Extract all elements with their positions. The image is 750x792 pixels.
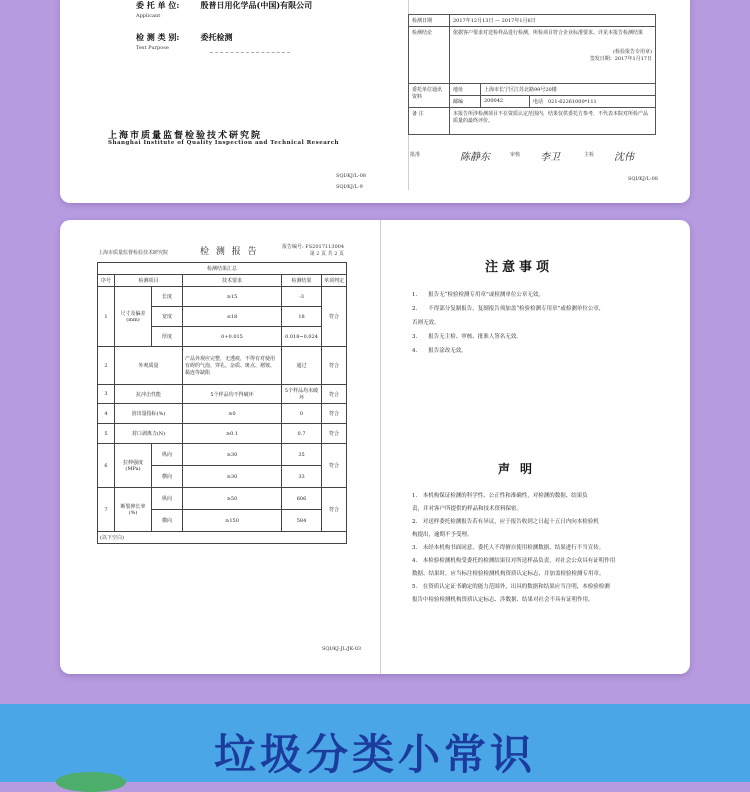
col-header-no: 序号 [98,275,115,287]
list-item: 3. 未经本机构书面同意，委托人不得擅自使用检测数据、结果进行不当宣传。 [412,545,605,551]
table-row: 厚度 [152,327,183,347]
list-item: 报告中检验检测机构资质认定标志、涉数据、结果对社会不具有证明作用。 [412,597,594,603]
test-date-label: 检测日期 [409,15,450,27]
issue-date: 签发日期：2017年1月17日 [589,56,652,62]
address-label: 地址 [450,84,481,96]
report-detail-card [60,220,690,674]
table-row: 3 [98,385,115,404]
col-header-result: 检测结果 [282,275,322,287]
client-field [136,0,312,19]
col-header-judgement: 单项判定 [322,275,347,287]
table-row: 2 [98,347,115,385]
table-row: 横向 [152,510,183,532]
list-item: 1. 本机构保证检测的科学性、公正性和准确性，对检测的数据、结果负 [412,493,588,499]
purpose-field [136,32,233,51]
declaration-list [412,490,674,607]
tel-value: 021-62261000*111 [547,99,597,105]
inspector-label: 主检 [584,152,595,158]
purpose-label: 检 测 类 别: [136,32,180,42]
page-code-1: SQI/KJ/L-08 [336,173,366,179]
right-page-code: SQI/KJ/L-08 [628,176,658,182]
remarks-value: 本报告所涉检测项目不在资质认定范围内，结果仅供委托方参考，不代表本院对所检产品质量的最终评价。 [450,108,656,135]
table-row: 横向 [152,466,183,488]
report-summary-table [408,14,656,135]
institute-name: 上海市质量监督检验技术研究院 [108,131,263,141]
table-row: 7 [98,488,115,532]
table-row: 4 [98,404,115,424]
inspector-signature: 沈伟 [614,152,634,163]
institute-name-en: Shanghai Institute of Quality Inspection and Technical Research [108,140,340,146]
remarks-label: 备 注 [409,108,450,135]
table-row: 宽度 [152,307,183,327]
test-date-value: 2017年12月13日 — 2017年1月6日 [450,15,656,27]
list-item: 2. 对送样委托检测报告若有异议，应于报告收到之日起十五日内向本检验机 [412,519,599,525]
review-label: 审核 [510,152,521,158]
notice-title: 注意事项 [485,260,554,275]
tel-cell [529,96,655,108]
approver-signature: 陈静东 [460,152,490,163]
section-title: 垃圾分类小常识 [213,730,536,779]
declaration-title: 声明 [498,462,543,476]
purpose-en-label: Test Purpose [136,45,169,51]
reviewer-signature: 李卫 [540,152,560,163]
list-item: 2. 不得部分复制报告，复制报告须加盖“检验检测专用章”或检测单位公章， [412,306,605,312]
result-table: 检测结果汇总 序号 检测项目 技术要求 检测结果 单项判定 1 尺寸及偏差(mm) 长度 ≥15 -3 符合 宽度 ≤18 18 厚度 0+0.015 0.018~0.024 2 外观质量 产品外观应完整，无透痕，不得有对使用有碍的气泡、穿孔、杂质、斑点、褶皱、黏连等缺陷 通过 符合 3 抗冲击性能 5个样品均不得破坏 5个样品均未破坏 符合 4 溶出量指标(%) ≥0 0 符合 5 封口剥离力(N) ≥0.1 0.7 符合 6 拉伸强度(MPa) 纵向 ≥30 35 符合 横向 ≥30 33 7 断裂伸长率(%) 纵向 ≥50 606 符合 横向 ≥150 584 (以下空白) [97,262,347,544]
list-item: 否则无效。 [412,320,440,326]
client-value: 殷普日用化学品(中国)有限公司 [200,0,313,10]
report-page-info: 第 2 页 共 2 页 [309,251,344,257]
zip-value: 200042 [481,96,530,108]
table-row: 5 [98,424,115,444]
tel-label: 电话 [532,99,543,105]
stamp-text: (检验报告专用章) [613,49,652,55]
conclusion-cell [450,27,656,84]
address-value: 上海市长宁区江苏北路99号20楼 [481,84,656,96]
table-row: 6 [98,444,115,488]
client-label: 委 托 单 位: [136,0,180,10]
table-foot-note: (以下空白) [98,532,347,544]
zip-label: 邮编 [450,96,481,108]
result-header: 检测结果汇总 [98,263,347,275]
report-page-code: SQI/KJ-JL/JK-03 [322,646,362,652]
conclusion-label: 检测结论 [409,27,450,84]
col-header-requirement: 技术要求 [183,275,282,287]
page-divider [380,220,381,674]
page-code-2: SQI/KJ/L-9 [336,184,363,190]
leaf-decoration-icon [56,772,126,792]
list-item: 4. 报告涂改无效。 [412,348,467,354]
report-org: 上海市质量监督检验技术研究院 [98,250,169,256]
contact-label: 委托单位通讯资料 [409,84,450,108]
list-item: 数据、结果时，应当标注检验检测机构资质认定标志，并加盖检验检测专用章。 [412,571,605,577]
list-item: 3. 报告无主检、审核、批准人签名无效。 [412,334,522,340]
purpose-value: 委托检测 [200,32,233,42]
report-number: 报告编号: FS2017113004 [282,244,344,250]
blank-line [210,52,290,54]
report-cover-card [60,0,690,203]
report-title: 检 测 报 告 [200,247,259,257]
list-item: 4. 本检验检测机构受委托的检测结果仅对所送样品负责，对社会公众具有证明作用 [412,558,616,564]
list-item: 1. 报告无“检验检测专用章”或检测单位公章无效。 [412,292,544,298]
client-en-label: Applicant [136,13,161,19]
list-item: 构提出，逾期不予受理。 [412,532,473,538]
list-item: 5. 在资质认定证书确定的能力范围外，出具的数据和结果应当注明，本检验检测 [412,584,610,590]
col-header-item: 检测项目 [115,275,183,287]
notice-list [412,288,674,358]
conclusion-text: 依据客户要求对送检样品进行检测，所检项目符合企业标准要求。详见本报告检测结果 [453,30,644,36]
approve-label: 批准 [410,152,421,158]
list-item: 责，并对客户所提供的样品和技术资料保密。 [412,506,523,512]
table-row: 1 [98,287,115,347]
